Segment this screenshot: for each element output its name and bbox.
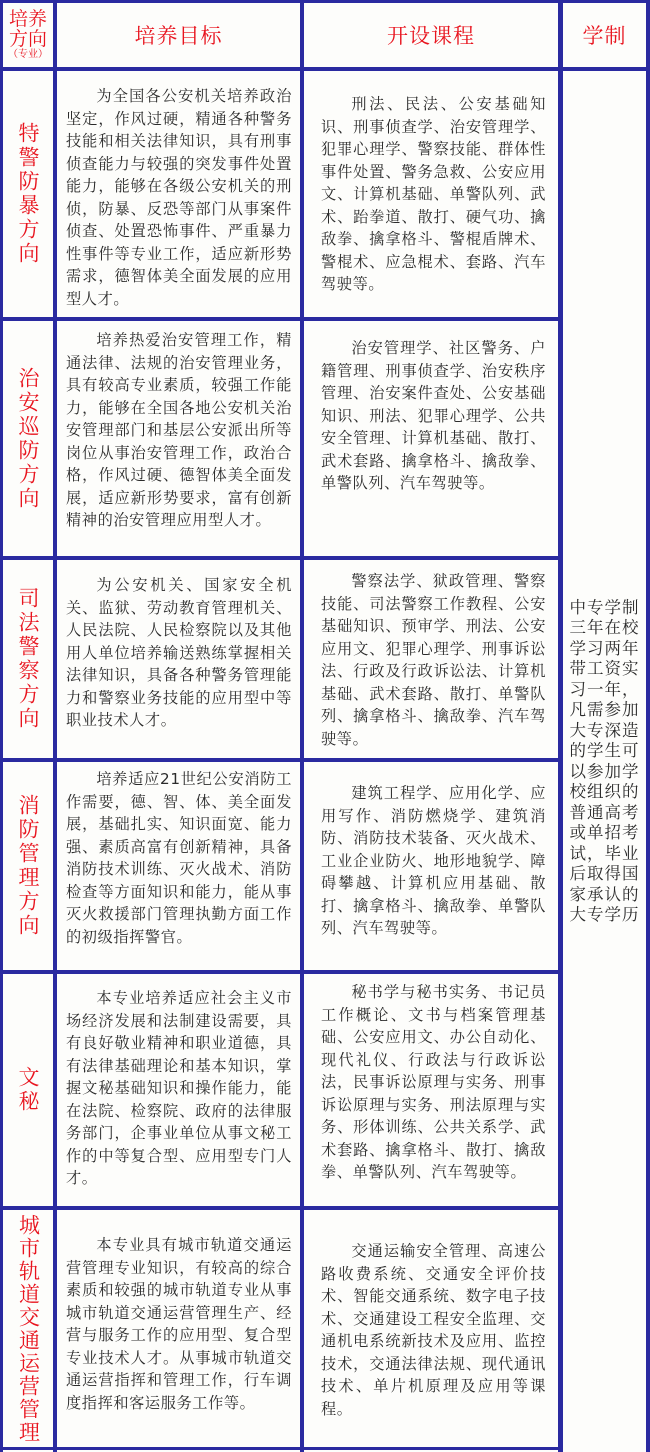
row-courses: 交通运输安全管理、高速公路收费系统、交通安全评价技术、智能交通系统、数字电子技术、交通建设工程安全监理、交通机电系统新技术及应用、监控技术，交通法律法规、现代通讯技术、单片机原理及应用等课程。 [304, 1210, 558, 1447]
row-direction [3, 762, 53, 970]
direction-label: 文秘 [16, 1066, 40, 1114]
header-courses-label: 开设课程 [387, 24, 475, 48]
direction-label: 治安巡防方向 [16, 366, 40, 511]
row-direction [3, 1210, 53, 1447]
header-duration-label: 学制 [582, 24, 627, 48]
row-goal: 培养适应21世纪公安消防工作需要，德、智、体、美全面发展，基础扎实、知识面宽、能力强、素质高富有创新精神，具备消防技术训练、灭火战术、消防检查等方面知识和能力，能从事灭火救援部门管理执勤方面工作的初级指挥警官。 [57, 762, 300, 970]
row-courses: 秘书学与秘书实务、书记员工作概论、文书与档案管理基础、公安应用文、办公自动化、现代礼仪、行政法与行政诉讼法，民事诉讼原理与实务、刑事诉讼原理与实务、刑法原理与实务、形体训练、公共关系学、武术套路、擒拿格斗、散打、擒敌拳、单警队列、汽车驾驶等。 [304, 974, 558, 1206]
direction-label: 消防管理方向 [16, 794, 40, 938]
header-goal [57, 3, 300, 67]
row-direction [3, 974, 53, 1206]
row-goal: 本专业培养适应社会主义市场经济发展和法制建设需要，具有良好敬业精神和职业道德，具有法律基础理论和基本知识，掌握文秘基础知识和操作能力，能在法院、检察院、政府的法律服务部门，企事业单位从事文秘工作的中等复合型、应用型专门人才。 [57, 974, 300, 1206]
direction-label: 城市轨道交通运营管理 [16, 1213, 41, 1444]
duration-cell [563, 71, 646, 1452]
row-goal: 为全国各公安机关培养政治坚定，作风过硬，精通各种警务技能和相关法律知识，具有刑事侦查能力与较强的突发事件处置能力，能够在各级公安机关的刑侦，防暴、反恐等部门从事案件侦查、处置恐怖事件、严重暴力性事件等专业工作，适应新形势需求，德智体美全面发展的应用型人才。 [57, 71, 300, 317]
row-courses: 刑法、民法、公安基础知识、刑事侦查学、治安管理学、犯罪心理学、警察技能、群体性事件处置、警务急救、公安应用文、计算机基础、单警队列、武术、跆拳道、散打、硬气功、擒敌拳、擒拿格斗、警棍盾牌术、警棍术、应急棍术、套路、汽车驾驶等。 [304, 71, 558, 317]
duration-text: 中专学制三年在校学习两年带工资实习一年，凡需参加大专深造的学生可以参加学校组织的普通高考或单招考试，毕业后取得国家承认的大专学历 [569, 597, 640, 924]
row-courses: 警察法学、狱政管理、警察技能、司法警察工作教程、公安基础知识、预审学、刑法、公安应用文、犯罪心理学、刑事诉讼法、行政及行政诉讼法、计算机基础、武术套路、散打、单警队列、擒拿格斗、擒敌拳、汽车驾驶等。 [304, 560, 558, 758]
row-direction [3, 71, 53, 317]
header-direction [3, 3, 53, 67]
row-direction [3, 321, 53, 556]
direction-label: 司法警察方向 [16, 587, 40, 731]
header-goal-label: 培养目标 [134, 24, 223, 48]
direction-label: 特警防暴方向 [16, 122, 40, 266]
row-goal: 培养热爱治安管理工作，精通法律、法规的治安管理业务，具有较高专业素质，较强工作能力，能够在全国各地公安机关治安管理部门和基层公安派出所等岗位从事治安管理工作，政治合格，作风过硬、德智体美全面发展，适应新形势要求，富有创新精神的治安管理应用型人才。 [57, 321, 300, 556]
header-direction-label: 培养方向 [8, 8, 47, 50]
row-courses: 治安管理学、社区警务、户籍管理、刑事侦查学、治安秩序管理、治安案件查处、公安基础知识、刑法、犯罪心理学、公共安全管理、计算机基础、散打、武术套路、擒拿格斗、擒敌拳、单警队列、汽车驾驶等。 [304, 321, 558, 556]
header-direction-sub: （专业） [8, 49, 48, 60]
header-duration [563, 3, 646, 67]
row-goal: 为公安机关、国家安全机关、监狱、劳动教育管理机关、人民法院、人民检察院以及其他用人单位培养输送熟练掌握相关法律知识，具备各种警务管理能力和警察业务技能的应用型中等职业技术人才。 [57, 560, 300, 758]
row-goal: 本专业具有城市轨道交通运营管理专业知识，有较高的综合素质和较强的城市轨道专业从事城市轨道交通运营管理生产、经营与服务工作的应用型、复合型专业技术人才。从事城市轨道交通运营指挥和管理工作，行车调度指挥和客运服务工作等。 [57, 1210, 300, 1447]
row-direction [3, 560, 53, 758]
row-courses: 建筑工程学、应用化学、应用写作、消防燃烧学、建筑消防、消防技术装备、灭火战术、工业企业防火、地形地貌学、障碍攀越、计算机应用基础、散打、擒拿格斗、擒敌拳、单警队列、汽车驾驶等。 [304, 762, 558, 970]
header-courses [304, 3, 558, 67]
